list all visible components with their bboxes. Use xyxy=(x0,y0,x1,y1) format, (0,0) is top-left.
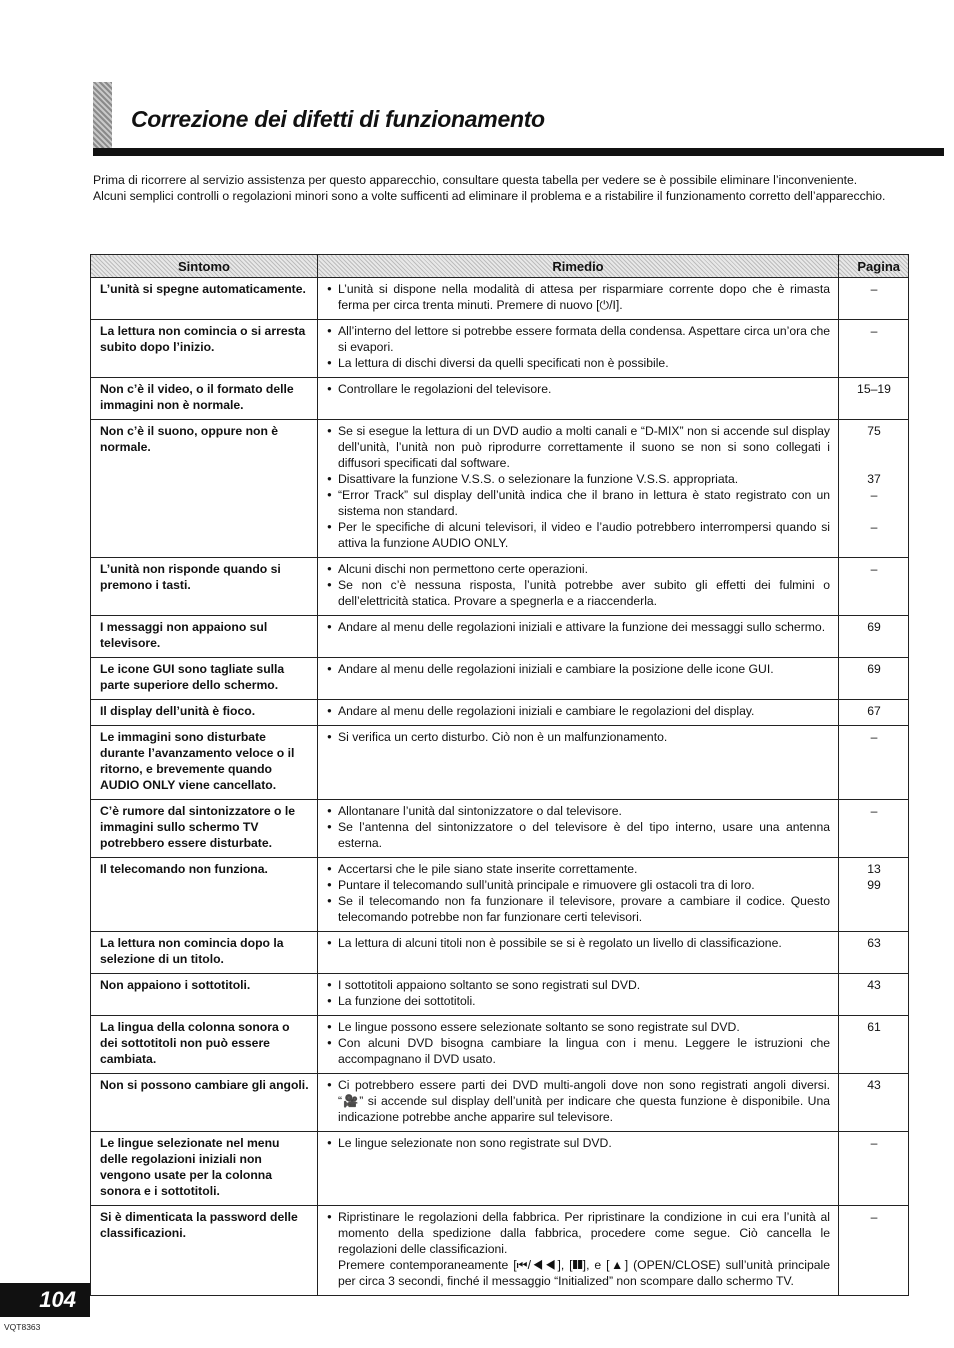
table-row xyxy=(91,1132,909,1206)
remedy-cell xyxy=(318,278,839,320)
remedy-item xyxy=(327,355,830,371)
page-ref: 43 xyxy=(867,978,881,992)
remedy-cell xyxy=(318,932,839,974)
page-number: 104 xyxy=(0,1283,90,1317)
remedy-text: Andare al menu delle regolazioni iniziali e cambiare la posizione delle icone GUI. xyxy=(338,662,774,676)
symptom-cell: Si è dimenticata la password delle classificazioni. xyxy=(91,1206,318,1296)
page-cell xyxy=(839,858,909,932)
remedy-cell xyxy=(318,726,839,800)
remedy-text: All’interno del lettore si potrebbe essere formata della condensa. Aspettare circa un’ora che si evapori. xyxy=(338,324,830,354)
page-cell xyxy=(839,558,909,616)
page-ref: – xyxy=(870,520,878,534)
table-row xyxy=(91,378,909,420)
table-row xyxy=(91,658,909,700)
page-list xyxy=(848,323,900,339)
page-list xyxy=(848,1135,900,1151)
remedy-item xyxy=(327,519,830,551)
symptom-cell: Non c’è il video, o il formato delle immagini non è normale. xyxy=(91,378,318,420)
page-cell xyxy=(839,1132,909,1206)
table-header-row xyxy=(91,255,909,278)
remedy-cell xyxy=(318,1206,839,1296)
remedy-text: L’unità si dispone nella modalità di attesa per risparmiare corrente dopo che è rimasta ferma per circa trenta minuti. Premere di nuovo [⏻/I]. xyxy=(338,282,830,312)
remedy-item xyxy=(327,1019,830,1035)
table-row xyxy=(91,420,909,558)
remedy-text: Andare al menu delle regolazioni iniziali e cambiare le regolazioni del display. xyxy=(338,704,755,718)
remedy-list xyxy=(327,977,830,1009)
page-list xyxy=(848,977,900,993)
remedy-text: “Error Track” sul display dell’unità indica che il brano in lettura è stato registrato con un sistema non standard. xyxy=(338,488,830,518)
header-symptom: Sintomo xyxy=(91,255,318,278)
remedy-cell xyxy=(318,1074,839,1132)
page-cell xyxy=(839,658,909,700)
remedy-text: Per le specifiche di alcuni televisori, il video e l’audio potrebbero interrompersi quando si attiva la funzione AUDIO ONLY. xyxy=(338,520,830,550)
page-cell xyxy=(839,726,909,800)
table-row xyxy=(91,320,909,378)
page-cell xyxy=(839,1074,909,1132)
remedy-list xyxy=(327,1077,830,1125)
remedy-item xyxy=(327,281,830,313)
remedy-cell xyxy=(318,1016,839,1074)
remedy-cell xyxy=(318,658,839,700)
title-marker xyxy=(93,82,112,156)
page-ref: 99 xyxy=(867,878,881,892)
table-row xyxy=(91,1206,909,1296)
page-ref: 37 xyxy=(867,472,881,486)
remedy-item xyxy=(327,381,830,397)
page-ref: 69 xyxy=(867,662,881,676)
remedy-text: Si verifica un certo disturbo. Ciò non è un malfunzionamento. xyxy=(338,730,668,744)
page-list xyxy=(848,861,900,893)
header-remedy: Rimedio xyxy=(318,255,839,278)
symptom-cell: L’unità si spegne automaticamente. xyxy=(91,278,318,320)
symptom-cell: C’è rumore dal sintonizzatore o le immagini sullo schermo TV potrebbero essere disturbate. xyxy=(91,800,318,858)
remedy-text: Ripristinare le regolazioni della fabbrica. Per ripristinare la condizione in cui era l’unità al momento della spedizione dalla fabbrica, procedere come segue. Ciò cancella le regolazioni delle classificazioni. xyxy=(338,1210,830,1256)
page-ref: 61 xyxy=(867,1020,881,1034)
intro-text xyxy=(93,172,913,204)
page-cell xyxy=(839,700,909,726)
page-cell xyxy=(839,1206,909,1296)
remedy-cell xyxy=(318,1132,839,1206)
remedy-list xyxy=(327,935,830,951)
symptom-cell: Le immagini sono disturbate durante l’avanzamento veloce o il ritorno, e brevemente quando AUDIO ONLY viene cancellato. xyxy=(91,726,318,800)
remedy-list xyxy=(327,803,830,851)
remedy-text: Se si esegue la lettura di un DVD audio a molti canali e “D-MIX” non si accende sul display dell’unità, l’unità non può riprodurre correttamente il suono se non si sono collegati i diffusori specificati dal software. xyxy=(338,424,830,470)
page-list xyxy=(848,423,900,535)
remedy-cell xyxy=(318,320,839,378)
page-cell xyxy=(839,420,909,558)
remedy-cell xyxy=(318,378,839,420)
symptom-cell: Non c’è il suono, oppure non è normale. xyxy=(91,420,318,558)
table-row xyxy=(91,858,909,932)
remedy-item xyxy=(327,893,830,925)
page-ref: – xyxy=(870,730,878,744)
table-row xyxy=(91,558,909,616)
symptom-cell: I messaggi non appaiono sul televisore. xyxy=(91,616,318,658)
page-list xyxy=(848,381,900,397)
remedy-item xyxy=(327,1209,830,1289)
remedy-list xyxy=(327,619,830,635)
remedy-text: I sottotitoli appaiono soltanto se sono registrati sul DVD. xyxy=(338,978,641,992)
page-list xyxy=(848,935,900,951)
page-cell xyxy=(839,378,909,420)
page-cell xyxy=(839,616,909,658)
remedy-item xyxy=(327,977,830,993)
page-cell xyxy=(839,320,909,378)
remedy-item xyxy=(327,1077,830,1125)
remedy-item xyxy=(327,577,830,609)
remedy-cell xyxy=(318,858,839,932)
page-ref: 13 xyxy=(867,862,881,876)
page-title: Correzione dei difetti di funzionamento xyxy=(131,106,545,132)
symptom-cell: Il display dell’unità è fioco. xyxy=(91,700,318,726)
remedy-text: La lettura di alcuni titoli non è possibile se si è regolato un livello di classificazione. xyxy=(338,936,782,950)
remedy-item xyxy=(327,803,830,819)
symptom-cell: L’unità non risponde quando si premono i tasti. xyxy=(91,558,318,616)
page-cell xyxy=(839,278,909,320)
remedy-item xyxy=(327,487,830,519)
page-cell xyxy=(839,974,909,1016)
symptom-cell: La lettura non comincia o si arresta subito dopo l’inizio. xyxy=(91,320,318,378)
symptom-cell: Non si possono cambiare gli angoli. xyxy=(91,1074,318,1132)
remedy-list xyxy=(327,729,830,745)
intro-line-2: Alcuni semplici controlli o regolazioni minori sono a volte sufficenti ad eliminare il problema e a ristabilire il funzionamento corretto dell’apparecchio. xyxy=(93,189,886,203)
symptom-cell: La lingua della colonna sonora o dei sottotitoli non può essere cambiata. xyxy=(91,1016,318,1074)
table-row xyxy=(91,616,909,658)
remedy-item xyxy=(327,619,830,635)
remedy-list xyxy=(327,381,830,397)
remedy-item xyxy=(327,861,830,877)
remedy-text: Disattivare la funzione V.S.S. o selezionare la funzione V.S.S. appropriata. xyxy=(338,472,739,486)
remedy-list xyxy=(327,281,830,313)
remedy-text: La lettura di dischi diversi da quelli specificati non è possibile. xyxy=(338,356,669,370)
table-row xyxy=(91,932,909,974)
remedy-text: Le lingue selezionate non sono registrate sul DVD. xyxy=(338,1136,612,1150)
page-cell xyxy=(839,800,909,858)
page-cell xyxy=(839,1016,909,1074)
remedy-cell xyxy=(318,800,839,858)
remedy-list xyxy=(327,423,830,551)
page-ref: – xyxy=(870,282,878,296)
remedy-item xyxy=(327,561,830,577)
remedy-cell xyxy=(318,974,839,1016)
intro-line-1: Prima di ricorrere al servizio assistenza per questo apparecchio, consultare questa tabella per vedere se è possibile eliminare l’inconveniente. xyxy=(93,173,858,187)
remedy-list xyxy=(327,861,830,925)
table-row xyxy=(91,278,909,320)
symptom-cell: Le icone GUI sono tagliate sulla parte superiore dello schermo. xyxy=(91,658,318,700)
model-code: VQT8363 xyxy=(4,1322,41,1332)
page-ref: 63 xyxy=(867,936,881,950)
page-ref: – xyxy=(870,804,878,818)
symptom-cell: La lettura non comincia dopo la selezione di un titolo. xyxy=(91,932,318,974)
page-ref: 75 xyxy=(867,424,881,438)
remedy-list xyxy=(327,323,830,371)
page-list xyxy=(848,1019,900,1035)
remedy-list xyxy=(327,1135,830,1151)
remedy-text: Andare al menu delle regolazioni iniziali e attivare la funzione dei messaggi sullo schermo. xyxy=(338,620,826,634)
remedy-text: Controllare le regolazioni del televisore. xyxy=(338,382,552,396)
page-ref: 15–19 xyxy=(857,382,891,396)
remedy-item xyxy=(327,935,830,951)
remedy-item xyxy=(327,1135,830,1151)
remedy-text: Le lingue possono essere selezionate soltanto se sono registrate sul DVD. xyxy=(338,1020,740,1034)
page-list xyxy=(848,561,900,577)
page-list xyxy=(848,1077,900,1093)
remedy-text: Allontanare l’unità dal sintonizzatore o dal televisore. xyxy=(338,804,622,818)
page-list xyxy=(848,619,900,635)
table-body xyxy=(91,278,909,1296)
page-list xyxy=(848,1209,900,1225)
page-list xyxy=(848,281,900,297)
table-row xyxy=(91,700,909,726)
page-list xyxy=(848,729,900,745)
remedy-list xyxy=(327,703,830,719)
remedy-item xyxy=(327,729,830,745)
remedy-item xyxy=(327,661,830,677)
remedy-text: Con alcuni DVD bisogna cambiare la lingua con i menu. Leggere le istruzioni che accompagnano il DVD usato. xyxy=(338,1036,830,1066)
remedy-item xyxy=(327,703,830,719)
page-ref: – xyxy=(870,562,878,576)
header-page: Pagina xyxy=(839,255,909,278)
page-cell xyxy=(839,932,909,974)
remedy-text: Puntare il telecomando sull’unità principale e rimuovere gli ostacoli tra di loro. xyxy=(338,878,755,892)
remedy-item xyxy=(327,819,830,851)
remedy-item xyxy=(327,423,830,471)
remedy-text: Se non c’è nessuna risposta, l’unità potrebbe aver subito gli effetti dei fulmini o dell’elettricità statica. Provare a spegnerla e a riaccenderla. xyxy=(338,578,830,608)
remedy-cell xyxy=(318,616,839,658)
table-row xyxy=(91,800,909,858)
symptom-cell: Non appaiono i sottotitoli. xyxy=(91,974,318,1016)
table-row xyxy=(91,1016,909,1074)
page-ref: – xyxy=(870,324,878,338)
remedy-text: La funzione dei sottotitoli. xyxy=(338,994,476,1008)
table-row xyxy=(91,974,909,1016)
remedy-list xyxy=(327,1209,830,1289)
remedy-item xyxy=(327,471,830,487)
remedy-extra-text: Premere contemporaneamente [⏮/◀◀], [❚❚], e [▲] (OPEN/CLOSE) sull’unità principale per circa 3 secondi, finché il messaggio “Initialized” non scompare dallo schermo TV. xyxy=(338,1258,830,1288)
page-ref: 67 xyxy=(867,704,881,718)
troubleshooting-table xyxy=(90,254,909,1296)
remedy-text: Accertarsi che le pile siano state inserite correttamente. xyxy=(338,862,638,876)
table-row xyxy=(91,1074,909,1132)
symptom-cell: Il telecomando non funziona. xyxy=(91,858,318,932)
remedy-list xyxy=(327,561,830,609)
remedy-list xyxy=(327,1019,830,1067)
symptom-cell: Le lingue selezionate nel menu delle regolazioni iniziali non vengono usate per la colonna sonora e i sottotitoli. xyxy=(91,1132,318,1206)
remedy-list xyxy=(327,661,830,677)
table-row xyxy=(91,726,909,800)
remedy-text: Se il telecomando non fa funzionare il televisore, provare a cambiare il codice. Questo telecomando potrebbe non far funzionare certi televisori. xyxy=(338,894,830,924)
page-ref: – xyxy=(870,488,878,502)
page-list xyxy=(848,803,900,819)
remedy-cell xyxy=(318,420,839,558)
title-rule xyxy=(93,148,944,156)
page-ref: – xyxy=(870,1210,878,1224)
remedy-cell xyxy=(318,700,839,726)
remedy-text: Ci potrebbero essere parti dei DVD multi-angoli dove non sono registrati angoli diversi. “🎥” si accende sul display dell’unità per indicare che questa funzione è disponibile. Una indicazione potrebbe anche apparire sul televisore. xyxy=(338,1078,830,1124)
remedy-item xyxy=(327,323,830,355)
page-ref: 69 xyxy=(867,620,881,634)
page-list xyxy=(848,703,900,719)
page-list xyxy=(848,661,900,677)
page-ref: 43 xyxy=(867,1078,881,1092)
remedy-item xyxy=(327,877,830,893)
remedy-text: Alcuni dischi non permettono certe operazioni. xyxy=(338,562,588,576)
remedy-text: Se l’antenna del sintonizzatore o del televisore è del tipo interno, usare una antenna esterna. xyxy=(338,820,830,850)
remedy-item xyxy=(327,993,830,1009)
remedy-cell xyxy=(318,558,839,616)
page-ref: – xyxy=(870,1136,878,1150)
remedy-item xyxy=(327,1035,830,1067)
